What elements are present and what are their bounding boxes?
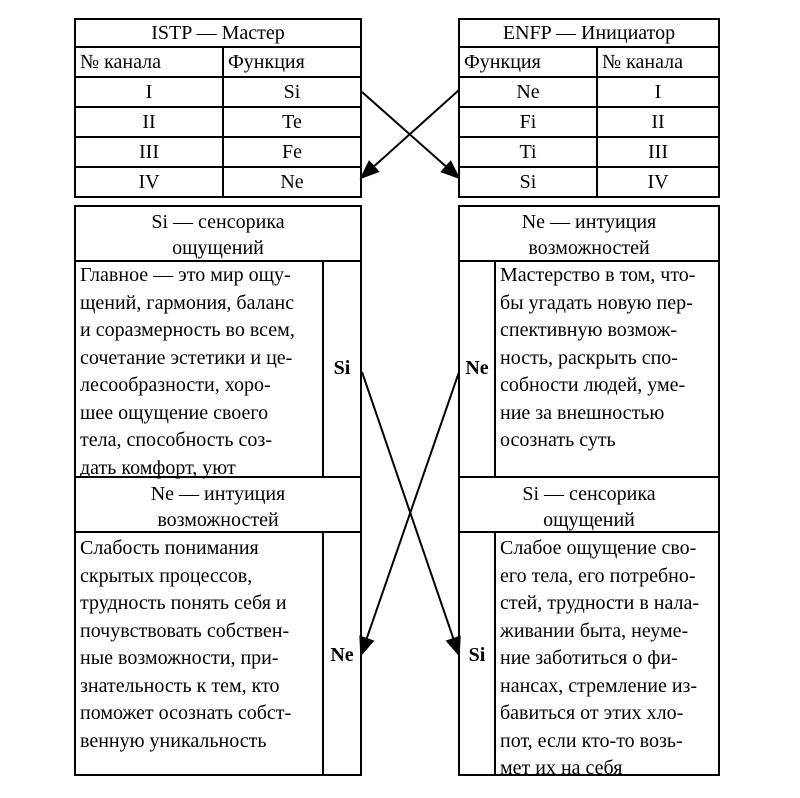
left-table-title: ISTP — Мастер [75, 19, 361, 47]
left-row-2-function: Te [223, 107, 361, 137]
left-col-function-header: Функция [223, 47, 361, 77]
right-table-title: ENFP — Инициатор [459, 19, 719, 47]
right-row-1-channel: I [597, 77, 719, 107]
right-row-2-function: Fi [459, 107, 597, 137]
left-top-title-line-2: ощущений [172, 237, 264, 259]
text-line: и соразмерность во всем, [80, 319, 295, 341]
left-row-4-function: Ne [223, 167, 361, 197]
text-line: Главное — это мир ощу- [80, 264, 291, 286]
text-line: спективную возмож- [500, 319, 678, 341]
right-top-function-label: Ne [465, 357, 489, 379]
left-row-3-function: Fe [223, 137, 361, 167]
right-bottom-function-label: Si [468, 644, 486, 666]
text-line: пот, если кто-то возь- [500, 729, 683, 752]
text-line: щений, гармония, баланс [80, 291, 295, 314]
text-line: Мастерство в том, что- [500, 264, 696, 286]
text-line: почувствовать собствен- [80, 619, 290, 642]
text-line: ные возможности, при- [80, 647, 279, 669]
left-row-1-channel: I [75, 77, 223, 107]
right-bottom-title-line-2: ощущений [543, 509, 635, 531]
left-row-1-function: Si [223, 77, 361, 107]
right-row-4-function: Si [459, 167, 597, 197]
text-line: ность, раскрыть спо- [500, 346, 678, 369]
left-top-function-label: Si [333, 357, 351, 379]
text-line: бы угадать новую пер- [500, 291, 693, 314]
text-line: поможет осознать собст- [80, 702, 292, 724]
text-line: его тела, его потребно- [500, 564, 696, 587]
right-row-2-channel: II [597, 107, 719, 137]
right-top-title-line-2: возможностей [528, 237, 650, 259]
left-bottom-title-line-2: возможностей [157, 509, 279, 531]
right-row-3-function: Ti [459, 137, 597, 167]
right-col-channel-header: № канала [597, 47, 719, 77]
left-top-title-line-1: Si — сенсорика [151, 211, 285, 233]
text-line: осознать суть [500, 429, 616, 451]
right-row-4-channel: IV [597, 167, 719, 197]
left-bottom-title-line-1: Ne — интуиция [150, 483, 286, 505]
text-line: мет их на себя [500, 757, 623, 779]
left-col-channel-header: № канала [75, 47, 223, 77]
text-line: Слабое ощущение сво- [500, 537, 697, 559]
left-bottom-function-label: Ne [330, 644, 354, 666]
text-line: бавиться от этих хло- [500, 702, 684, 724]
text-line: нансах, стремление из- [500, 674, 698, 697]
text-line: стей, трудности в нала- [500, 592, 700, 614]
right-top-title-line-1: Ne — интуиция [521, 211, 657, 233]
text-line: трудность понять себя и [80, 592, 287, 614]
text-line: знательность к тем, кто [80, 674, 280, 697]
left-row-4-channel: IV [75, 167, 223, 197]
text-line: дать комфорт, уют [80, 456, 236, 479]
text-line: ние за внешностью [500, 401, 665, 424]
right-col-function-header: Функция [459, 47, 597, 77]
left-row-3-channel: III [75, 137, 223, 167]
text-line: венную уникальность [80, 729, 267, 752]
text-line: шее ощущение своего [80, 401, 269, 424]
right-row-1-function: Ne [459, 77, 597, 107]
right-row-3-channel: III [597, 137, 719, 167]
text-line: лесообразности, хоро- [80, 374, 271, 396]
text-line: живании быта, неуме- [500, 619, 689, 642]
text-line: скрытых процессов, [80, 564, 253, 587]
left-row-2-channel: II [75, 107, 223, 137]
text-line: тела, способность соз- [80, 429, 272, 451]
text-line: сочетание эстетики и це- [80, 346, 293, 369]
text-line: Слабость понимания [80, 537, 259, 559]
text-line: ние заботиться о фи- [500, 647, 678, 669]
right-bottom-title-line-1: Si — сенсорика [522, 483, 656, 505]
text-line: собности людей, уме- [500, 374, 686, 396]
